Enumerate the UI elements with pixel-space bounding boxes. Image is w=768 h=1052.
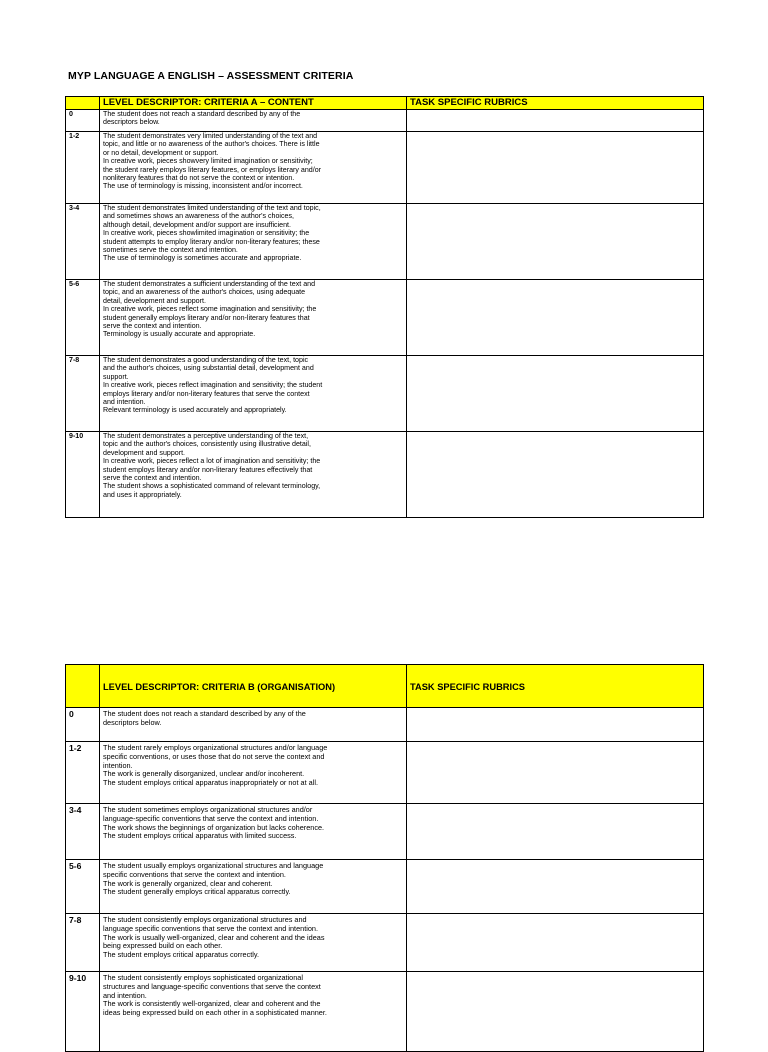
descriptor-line: The student employs critical apparatus correctly.	[103, 950, 260, 960]
descriptor-line: The student consistently employs sophisticated organizational	[103, 973, 303, 982]
descriptor-line: The student employs critical apparatus inappropriately or not at all.	[103, 778, 318, 788]
descriptor-line: and sometimes shows an awareness of the author's choices,	[103, 212, 295, 221]
task-rubric-header-cell: TASK SPECIFIC RUBRICS	[407, 665, 704, 708]
descriptor-line: descriptors below.	[103, 118, 160, 127]
descriptor-line: student generally employs literary and/or non-literary features that	[103, 313, 310, 322]
task-rubric-cell[interactable]	[407, 914, 704, 972]
descriptor-cell	[100, 432, 407, 518]
level-cell: 5-6	[66, 860, 100, 914]
level-cell: 3-4	[66, 804, 100, 860]
descriptor-line: development and support.	[103, 448, 186, 457]
task-rubric-cell[interactable]	[407, 356, 704, 432]
descriptor-line: nonliterary features that do not serve the context or intention.	[103, 174, 295, 183]
level-cell: 9-10	[66, 972, 100, 1052]
table-row	[66, 742, 704, 804]
descriptor-line: The student rarely employs organizational structures and/or language	[103, 743, 328, 752]
table-row	[66, 914, 704, 972]
descriptor-cell	[100, 356, 407, 432]
table-row	[66, 280, 704, 356]
descriptor-line: The work shows the beginnings of organization but lacks coherence.	[103, 822, 325, 832]
descriptor-line: The student demonstrates a good understanding of the text, topic	[103, 356, 309, 364]
descriptor-line: detail, development and support.	[103, 296, 206, 305]
descriptor-line: topic, and little or no awareness of the author's choices. There is little	[103, 140, 320, 149]
task-rubric-header-cell: TASK SPECIFIC RUBRICS	[407, 97, 704, 110]
descriptor-line: although detail, development and/or support are insufficient.	[103, 220, 291, 229]
descriptor-cell	[100, 742, 407, 804]
descriptor-cell	[100, 132, 407, 204]
descriptor-line: language specific conventions that serve the context and intention.	[103, 923, 318, 933]
level-cell: 0	[66, 708, 100, 742]
descriptor-line: sometimes serve the context and intention.	[103, 246, 238, 255]
descriptor-line: and intention.	[103, 398, 146, 407]
descriptor-cell	[100, 804, 407, 860]
table-row	[66, 110, 704, 132]
table-row	[66, 860, 704, 914]
descriptor-line: The student usually employs organizational structures and language	[103, 861, 324, 870]
descriptor-line: ideas being expressed build on each other in a sophisticated manner.	[103, 1008, 327, 1018]
table-row	[66, 432, 704, 518]
descriptor-line: employs literary and/or non-literary features that serve the context	[103, 389, 310, 398]
level-header-cell	[66, 665, 100, 708]
descriptor-line: support.	[103, 372, 129, 381]
descriptor-line: The work is generally organized, clear and coherent.	[103, 878, 273, 888]
descriptor-line: In creative work, pieces reflect imagination and sensitivity; the student	[103, 381, 323, 390]
descriptor-line: The student shows a sophisticated command of relevant terminology,	[103, 482, 321, 491]
table-row	[66, 132, 704, 204]
descriptor-header-cell: LEVEL DESCRIPTOR: CRITERIA A – CONTENT	[100, 97, 407, 110]
descriptor-line: The student generally employs critical apparatus correctly.	[103, 887, 291, 897]
descriptor-line: and uses it appropriately.	[103, 490, 182, 499]
descriptor-line: specific conventions that serve the context and intention.	[103, 869, 286, 879]
level-cell: 3-4	[66, 204, 100, 280]
descriptor-line: intention.	[103, 760, 133, 770]
descriptor-cell	[100, 914, 407, 972]
descriptor-line: The student does not reach a standard described by any of the	[103, 709, 306, 718]
table-row	[66, 972, 704, 1052]
task-rubric-cell[interactable]	[407, 804, 704, 860]
task-rubric-cell[interactable]	[407, 742, 704, 804]
descriptor-line: The student demonstrates a sufficient understanding of the text and	[103, 280, 316, 288]
descriptor-line: structures and language-specific conventions that serve the context	[103, 981, 321, 991]
descriptor-line: topic and the author's choices, consistently using illustrative detail,	[103, 440, 311, 449]
descriptor-cell	[100, 110, 407, 132]
level-cell: 5-6	[66, 280, 100, 356]
table-row	[66, 356, 704, 432]
descriptor-cell	[100, 204, 407, 280]
descriptor-line: The work is usually well-organized, clear and coherent and the ideas	[103, 932, 325, 942]
task-rubric-cell[interactable]	[407, 204, 704, 280]
table-row	[66, 204, 704, 280]
descriptor-line: The student demonstrates a perceptive understanding of the text,	[103, 432, 309, 440]
descriptor-line: descriptors below.	[103, 717, 162, 727]
descriptor-line: or no detail, development or support.	[103, 148, 219, 157]
descriptor-cell	[100, 280, 407, 356]
descriptor-line: being expressed build on each other.	[103, 941, 223, 951]
descriptor-line: language-specific conventions that serve the context and intention.	[103, 813, 319, 823]
descriptor-line: The student demonstrates limited understanding of the text and topic,	[103, 204, 321, 212]
descriptor-line: serve the context and intention.	[103, 322, 202, 331]
level-cell: 0	[66, 110, 100, 132]
descriptor-line: The student sometimes employs organizational structures and/or	[103, 805, 313, 814]
criteria-b-table	[65, 664, 704, 1052]
descriptor-line: The student does not reach a standard described by any of the	[103, 110, 301, 118]
descriptor-line: The use of terminology is sometimes accurate and appropriate.	[103, 254, 302, 263]
criteria-a-table	[65, 96, 704, 518]
task-rubric-cell[interactable]	[407, 708, 704, 742]
descriptor-cell	[100, 860, 407, 914]
descriptor-line: topic, and an awareness of the author's choices, using adequate	[103, 288, 306, 297]
descriptor-header-cell: LEVEL DESCRIPTOR: CRITERIA B (ORGANISATION)	[100, 665, 407, 708]
level-cell: 1-2	[66, 742, 100, 804]
descriptor-line: In creative work, pieces reflect a lot of imagination and sensitivity; the	[103, 457, 321, 466]
descriptor-cell	[100, 708, 407, 742]
descriptor-line: and the author's choices, using substantial detail, development and	[103, 364, 314, 373]
level-header-cell	[66, 97, 100, 110]
level-cell: 7-8	[66, 914, 100, 972]
descriptor-line: The work is consistently well-organized, clear and coherent and the	[103, 999, 321, 1009]
level-cell: 9-10	[66, 432, 100, 518]
table-header-row	[66, 97, 704, 110]
descriptor-line: serve the context and intention.	[103, 474, 202, 483]
task-rubric-cell[interactable]	[407, 110, 704, 132]
table-header-row	[66, 665, 704, 708]
descriptor-line: The student employs critical apparatus with limited success.	[103, 831, 297, 841]
descriptor-line: The use of terminology is missing, inconsistent and/or incorrect.	[103, 182, 303, 191]
task-rubric-cell[interactable]	[407, 280, 704, 356]
task-rubric-cell[interactable]	[407, 972, 704, 1052]
table-row	[66, 804, 704, 860]
task-rubric-cell[interactable]	[407, 432, 704, 518]
task-rubric-cell[interactable]	[407, 132, 704, 204]
task-rubric-cell[interactable]	[407, 860, 704, 914]
level-cell: 7-8	[66, 356, 100, 432]
descriptor-line: Terminology is usually accurate and appropriate.	[103, 330, 256, 339]
descriptor-line: The student consistently employs organizational structures and	[103, 915, 307, 924]
descriptor-line: specific conventions, or uses those that do not serve the context and	[103, 751, 325, 761]
descriptor-line: In creative work, pieces showvery limited imagination or sensitivity;	[103, 157, 313, 166]
descriptor-line: In creative work, pieces showlimited imagination or sensitivity; the	[103, 229, 310, 238]
descriptor-line: and intention.	[103, 990, 147, 1000]
descriptor-cell	[100, 972, 407, 1052]
table-row	[66, 708, 704, 742]
descriptor-line: the student rarely employs literary features, or employs literary and/or	[103, 165, 322, 174]
document-title: MYP LANGUAGE A ENGLISH – ASSESSMENT CRITERIA	[68, 70, 354, 82]
descriptor-line: student employs literary and/or non-literary features effectively that	[103, 465, 313, 474]
descriptor-line: The work is generally disorganized, unclear and/or incoherent.	[103, 769, 305, 779]
descriptor-line: student attempts to employ literary and/or non-literary features; these	[103, 237, 320, 246]
descriptor-line: The student demonstrates very limited understanding of the text and	[103, 132, 318, 140]
level-cell: 1-2	[66, 132, 100, 204]
descriptor-line: In creative work, pieces reflect some imagination and sensitivity; the	[103, 305, 317, 314]
descriptor-line: Relevant terminology is used accurately and appropriately.	[103, 406, 287, 415]
